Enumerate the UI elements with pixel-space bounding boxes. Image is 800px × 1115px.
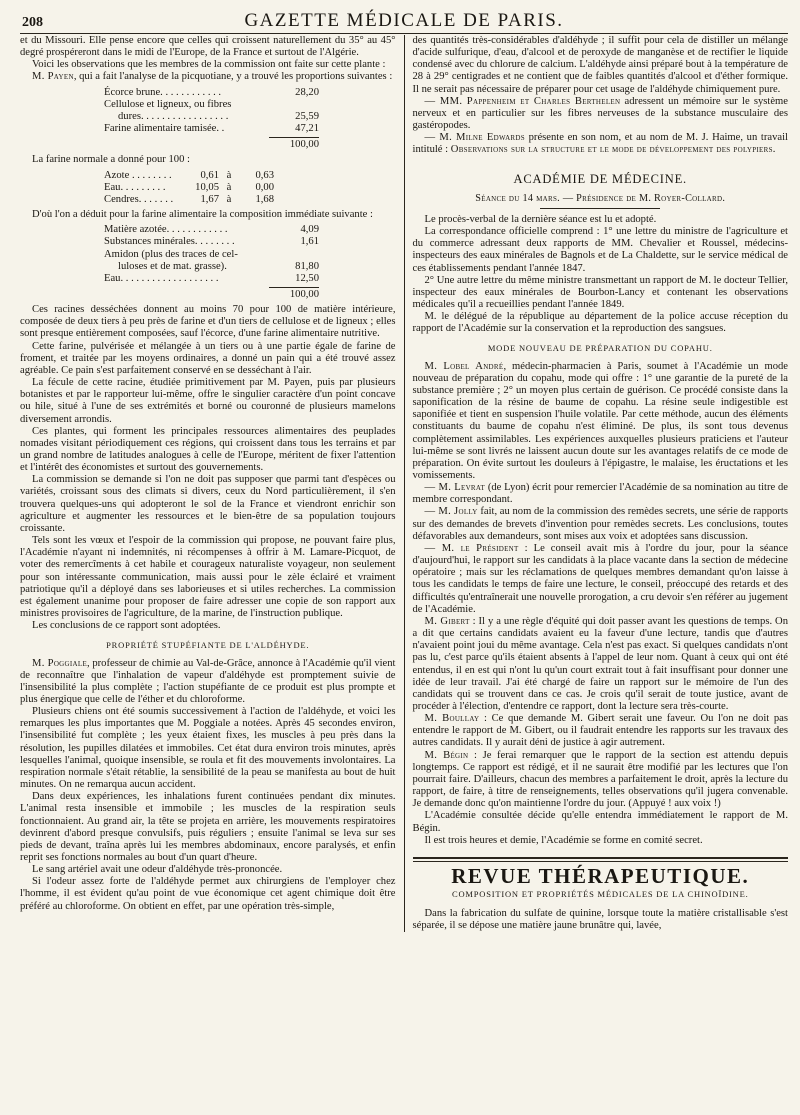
paragraph: Tels sont les vœux et l'espoir de la commission qui propose, ne pouvant faire plus, l'Académie n'ayant ni indemnités, ni récompenses à offrir à M. Lamare-Picquot, de voter des remercîments à cet habile et courageux naturaliste voyageur, non seulement pour son intéressante communication, mais aussi pour le zèle éclairé et vraiment patriotique qu'il a déployé dans ses laborieuses et si utiles recherches. La commission est également unanime pour proposer de faire adresser une copie de son rapport aux ministres provisoires de l'agriculture, de la marine, de l'instruction publique. (20, 535, 396, 620)
work-title: Observations sur la structure et le mode de développement des polypiers. (450, 144, 776, 156)
row-label: Eau. . . . . . . . . (104, 181, 166, 193)
sum-rule (269, 137, 319, 138)
paragraph: Voici les observations que les membres de la commission ont faite sur cette plante : (32, 59, 386, 71)
row-sep: à (226, 169, 232, 181)
paragraph: Le procès-verbal de la dernière séance est lu et adopté. (424, 213, 657, 225)
paragraph-text: , qui a fait l'analyse de la picquotiane, y a trouvé les proportions suivantes : (73, 71, 393, 83)
row-label: Matière azotée. . . . . . . . . . . . (104, 224, 228, 236)
person-name: M. Bégin (424, 749, 469, 761)
row-sep: à (226, 193, 232, 205)
table-row (104, 111, 319, 123)
table-total: 100,00 (289, 288, 319, 300)
row-label: Amidon (plus des traces de cel- (104, 248, 238, 260)
row-value: 47,21 (295, 123, 319, 135)
paragraph: Dans la fabrication du sulfate de quinine, lorsque toute la matière cristallisable s'est séparée, il se dépose une matière jaune brunâtre qui, lavée, (412, 908, 788, 932)
paragraph: L'Académie consultée décide qu'elle entendra immédiatement le rapport de M. Bégin. (412, 810, 788, 834)
row-value-max: 0,63 (255, 169, 274, 181)
right-column (404, 35, 789, 932)
composition-table-1 (104, 87, 319, 152)
person-name: — M. Jolly (424, 506, 478, 518)
paragraph (413, 543, 789, 616)
row-value-min: 0,61 (200, 169, 219, 181)
row-value: 25,59 (295, 110, 319, 122)
paragraph: Le sang artériel avait une odeur d'aldéhyde très-prononcée. (32, 864, 283, 876)
paragraph: Ces plantes, qui forment les principales ressources alimentaires des peuplades nomades visitant périodiquement ces régions, qui croissent dans tous les terrains et par un grand nombre de latitudes analogues à celle de l'Europe, méritent de fixer l'attention et l'intérêt des économistes et surtout des gouvernements. (20, 425, 396, 474)
row-value: 4,09 (300, 224, 319, 236)
page-number: 208 (22, 15, 43, 30)
revue-rule-bottom (413, 861, 789, 862)
paragraph-text: , médecin-pharmacien à Paris, soumet à l'Académie un mode nouveau de préparation du copahu, mode qui offre : 1° une garantie de la pureté de la substance première ; 2° un moyen plus certain de guérison. Ce procédé consiste dans la saponification de la résine de baume de copahu. La résine seule indigestible est saponifiée et tient en suspension l'huile volatile. Par cette méthode, aucun des éléments constituants du baume de copahu n'est éliminé. De plus, ils sont tous devenus complètement assimilables. Les expériences auxquelles plusieurs praticiens et l'auteur lui-même se sont livrés ne laissent aucun doute sur les avantages relatifs de ce mode de préparation. On évite surtout les douleurs à l'épigastre, le malaise, les éructations et les vomissements. (412, 360, 789, 481)
row-label: Azote . . . . . . . . (104, 169, 172, 181)
paragraph-text: : Ce que demande M. Gibert serait une faveur. Ou l'on ne doit pas entendre le rapport de M. Gibert, ou il faudrait entendre les rapports sur les travaux des autres candidats. Il y aurait déni de justice à agir autrement. (412, 713, 788, 749)
person-name: M. Gibert (424, 615, 470, 627)
row-value-min: 1,67 (200, 193, 219, 205)
revue-rule-top (413, 857, 789, 859)
paragraph-text: présente en son nom, et au nom de M. J. Haime, un travail intitulé : (412, 132, 788, 156)
row-value: 12,50 (295, 272, 319, 284)
sum-rule (269, 287, 319, 288)
row-value-max: 0,00 (255, 181, 274, 193)
row-label: luloses et de mat. grasse). (118, 260, 227, 272)
table-row (104, 261, 319, 273)
paragraph: La commission se demande si l'on ne doit pas supposer que parmi tant d'espèces ou variétés, croissant sous des climats si divers, ceux du Nord particulièrement, il s'en trouvera quelques-uns qui adopteront le sol de la France et viendront enrichir son agriculture et augmenter les ressources et le bien-être de sa population toujours croissante. (20, 474, 396, 534)
paragraph-text: : Il y a une règle d'équité qui doit passer avant les questions de temps. On a dit que certains candidats avaient eu la faveur d'une lecture, tandis que d'autres n'avaient point joui du même avantage. Cela n'est pas exact. Si quelques candidats n'ont pas lu, c'est parce qu'ils étaient absents à l'appel de leur nom. Quant à ceux qui ont été entendus, il en est qui n'ont lu qu'un court extrait tout à fait insuffisant pour donner une idée de leur travail. J'ai été chargé de faire un rapport sur le mémoire de l'un des candidats qui se trouvent dans ce cas. Je crois qu'il serait de toute justice, avant de procéder à l'élection, d'entendre ce rapport, dont la lecture sera très-courte. (412, 615, 788, 712)
paragraph: La farine normale a donné pour 100 : (32, 154, 190, 166)
row-label: Écorce brune. . . . . . . . . . . . (104, 86, 222, 98)
paragraph: D'où l'on a déduit pour la farine alimentaire la composition immédiate suivante : (32, 209, 373, 221)
revue-heading: REVUE THÉRAPEUTIQUE. (451, 863, 750, 888)
paragraph: des quantités très-considérables d'aldéhyde ; il suffit pour cela de distiller un mélange d'acide sulfurique, d'eau, d'alcool et de peroxyde de manganèse et de rectifier le liquide condensé avec du chlorure de calcium. L'aldéhyde ainsi préparé bout à la température de 28 à 29° centigrades et ne contient que de faibles quantités d'alcool et d'éther formique. Il ne serait pas nécessaire de préparer pour cet usage de l'aldéhyde chimiquement pure. (412, 35, 788, 95)
paragraph-text: adressent un mémoire sur le système nerveux et en particulier sur les fibres nerveuses de la substance musculaire des gastéropodes. (412, 95, 788, 132)
paragraph (20, 658, 396, 707)
section-title: MODE NOUVEAU DE PRÉPARATION DU COPAHU. (487, 343, 713, 354)
table-total: 100,00 (289, 139, 319, 151)
composition-table-3 (104, 224, 319, 301)
paragraph: Il est trois heures et demie, l'Académie se forme en comité secret. (424, 834, 703, 846)
row-label: dures. . . . . . . . . . . . . . . . . (118, 110, 229, 122)
paragraph-text: , professeur de chimie au Val-de-Grâce, annonce à l'Académie qu'il vient de reconnaître que l'inhalation de vapeur d'aldéhyde est promptement suivie de l'insensibilité la plus complète ; l'action stupéfiante de ce produit est plus prompte et plus énergique que celle de l'éther et du chloroforme. (20, 657, 396, 705)
table-row (104, 99, 319, 111)
section-title: PROPRIÉTÉ STUPÉFIANTE DE L'ALDÉHYDE. (106, 640, 310, 651)
row-value-min: 10,05 (195, 181, 219, 193)
person-name: M. Payen (32, 71, 74, 83)
table-row (104, 170, 274, 182)
paragraph-text: (de Lyon) écrit pour remercier l'Académie de sa nomination au titre de membre correspondant. (412, 482, 788, 506)
paragraph: La fécule de cette racine, étudiée primitivement par M. Payen, puis par plusieurs botanistes et par le rapporteur lui-même, offre le singulier caractère d'un point concave ou hile, situé à l'une de ses extrémités et borné ou couronné de plusieurs mamelons diversement arrondis. (20, 377, 396, 425)
row-value: 1,61 (300, 236, 319, 248)
table-row (104, 182, 274, 194)
table-row (104, 224, 319, 236)
table-row (104, 194, 274, 206)
person-name: — M. Milne Edwards (424, 132, 525, 144)
paragraph: et du Missouri. Elle pense encore que celles qui croissent naturellement du 35° au 45° degré prospéreront dans le midi de l'Europe, de la France et surtout de l'Algérie. (20, 35, 396, 59)
paragraph-text: fait, au nom de la commission des remèdes secrets, une série de rapports sur des demandes de brevets d'invention pour remèdes secrets. Les conclusions, toutes défavorables aux demandeurs, sont mises aux voix et adoptées sans discussion. (412, 506, 788, 542)
page-header (20, 0, 788, 34)
row-sep: à (226, 181, 232, 193)
paragraph: M. le délégué de la république au département de la police accuse réception du rapport de l'Académie sur la conservation et la reproduction des sangsues. (412, 311, 788, 335)
person-name: — MM. Pappenheim et Charles Berthelen (424, 95, 621, 107)
row-label: Substances minérales. . . . . . . . (104, 236, 235, 248)
session-rule (540, 208, 660, 209)
paragraph (413, 482, 789, 506)
session-heading: Séance du 14 mars. — Présidence de M. Royer-Collard. (475, 192, 726, 204)
academy-heading: ACADÉMIE DE MÉDECINE. (513, 171, 687, 186)
paragraph: Les conclusions de ce rapport sont adoptées. (32, 620, 221, 632)
row-label: Eau. . . . . . . . . . . . . . . . . . . (104, 272, 219, 284)
paragraph (413, 713, 789, 749)
paragraph: La correspondance officielle comprend : 1° une lettre du ministre de l'agriculture et du commerce adressant deux rapports de MM. Chevalier et Roussel, médecins-inspecteurs des eaux minérales de Bagnols et de La Chaldette, sur le service médical de ces établissements pendant l'année 1847. (412, 226, 788, 274)
columns (20, 35, 788, 932)
paragraph-text: : Je ferai remarquer que le rapport de la section est attendu depuis longtemps. Ce rapport est rédigé, et il ne saurait être modifié par les lectures que l'on pourrait faire. D'ailleurs, chacun des membres a parfaitement le droit, après la lecture du rapport, de faire, à titre de renseignements, telles observations qu'il jugera convenable. Je demande donc qu'on maintienne l'ordre du jour. (Appuyé ! aux voix !) (412, 749, 789, 810)
table-row (104, 87, 319, 99)
paragraph (413, 750, 789, 811)
revue-subheading: COMPOSITION ET PROPRIÉTÉS MÉDICALES DE LA CHINOÏDINE. (451, 889, 749, 899)
row-label: Cendres. . . . . . . (104, 193, 174, 205)
row-value-max: 1,68 (255, 193, 274, 205)
paragraph-text: : Le conseil avait mis à l'ordre du jour, pour la séance d'aujourd'hui, le rapport sur les candidats à la place vacante dans la section de médecine opératoire ; mais sur les réclamations de quelques membres demandant qu'on laisse à tous les candidats le temps de faire une lecture, le conseil, préoccupé des retards et des difficultés qu'entraînerait une nouvelle prorogation, a cru devoir s'en référer au jugement de l'Académie. (412, 542, 788, 615)
paragraph: Si l'odeur assez forte de l'aldéhyde permet aux chirurgiens de l'employer chez l'homme, il est évident qu'au point de vue économique cet agent chimique doit être préféré au chloroforme. On obtient en effet, par une opération très-simple, (20, 876, 396, 912)
paragraph (413, 361, 789, 483)
person-name: M. Boullay (424, 713, 480, 725)
row-value: 81,80 (295, 260, 319, 272)
paragraph: Ces racines desséchées donnent au moins 70 pour 100 de matière intérieure, composée de deux tiers à peu près de farine et d'un tiers de cellulose et de ligneux ; elles sont presque entièrement composées, sauf l'écorce, d'une farine alimentaire nutritive. (20, 304, 396, 340)
paragraph (413, 506, 789, 542)
paragraph: Dans deux expériences, les inhalations furent continuées pendant dix minutes. L'animal resta insensible et immobile ; les muscles de la respiration seuls fonctionnaient. Au grand air, la tête se projeta en arrière, les mouvements respiratoires devinrent d'abord presque convulsifs, puis réguliers ; ensuite l'animal se leva sur ses pieds de devant, traîna après lui les membres abdominaux, encore paralysés, et enfin reprit ses fonctions normales au bout d'un quart d'heure. (20, 791, 396, 863)
composition-table-2 (104, 170, 274, 206)
table-row (104, 123, 319, 135)
person-name: M. Lobel André (424, 360, 504, 372)
paragraph: 2° Une autre lettre du même ministre transmettant un rapport de M. le docteur Tellier, inspecteur des eaux minérales de Bourbon-Lancy et contenant les observations médicales qu'il a recueillies pendant l'année 1849. (412, 274, 788, 310)
table-row (104, 273, 319, 285)
paragraph (413, 96, 789, 132)
row-value: 28,20 (295, 86, 319, 98)
row-label: Cellulose et ligneux, ou fibres (104, 98, 232, 110)
table-row (104, 236, 319, 248)
paragraph: Cette farine, pulvérisée et mélangée à un tiers ou à une partie égale de farine de froment, et traitée par les moyens ordinaires, a donné un pain qui a été trouvé assez agréable. Ce pain s'est parfaitement conservé en se desséchant à l'air. (20, 340, 396, 376)
person-name: M. Poggiale (32, 657, 88, 669)
paragraph (413, 616, 789, 713)
paragraph (413, 132, 789, 156)
paragraph (20, 71, 396, 83)
person-name: — M. Levrat (424, 482, 486, 494)
paragraph: Plusieurs chiens ont été soumis successivement à l'action de l'aldéhyde, et voici les remarques les plus importantes que M. Poggiale a notées. Après 45 secondes environ, l'insensibilité fut complète ; les yeux étaient fixes, les muscles à peu près dans la résolution, les pupilles dilatées et immobiles. Cet état dura environ trois minutes, après lesquelles l'animal, quoique insensible, se roula et fit des mouvements involontaires. La respiration normale s'était rétablie, la sensibilité de la peau se manifesta au bout de huit minutes. On ne remarqua aucun accident. (20, 706, 396, 791)
journal-title: GAZETTE MÉDICALE DE PARIS. (244, 10, 564, 31)
row-label: Farine alimentaire tamisée. . (104, 123, 225, 135)
left-column (20, 35, 404, 932)
person-name: — M. le Président (424, 542, 519, 554)
table-row (104, 249, 319, 261)
